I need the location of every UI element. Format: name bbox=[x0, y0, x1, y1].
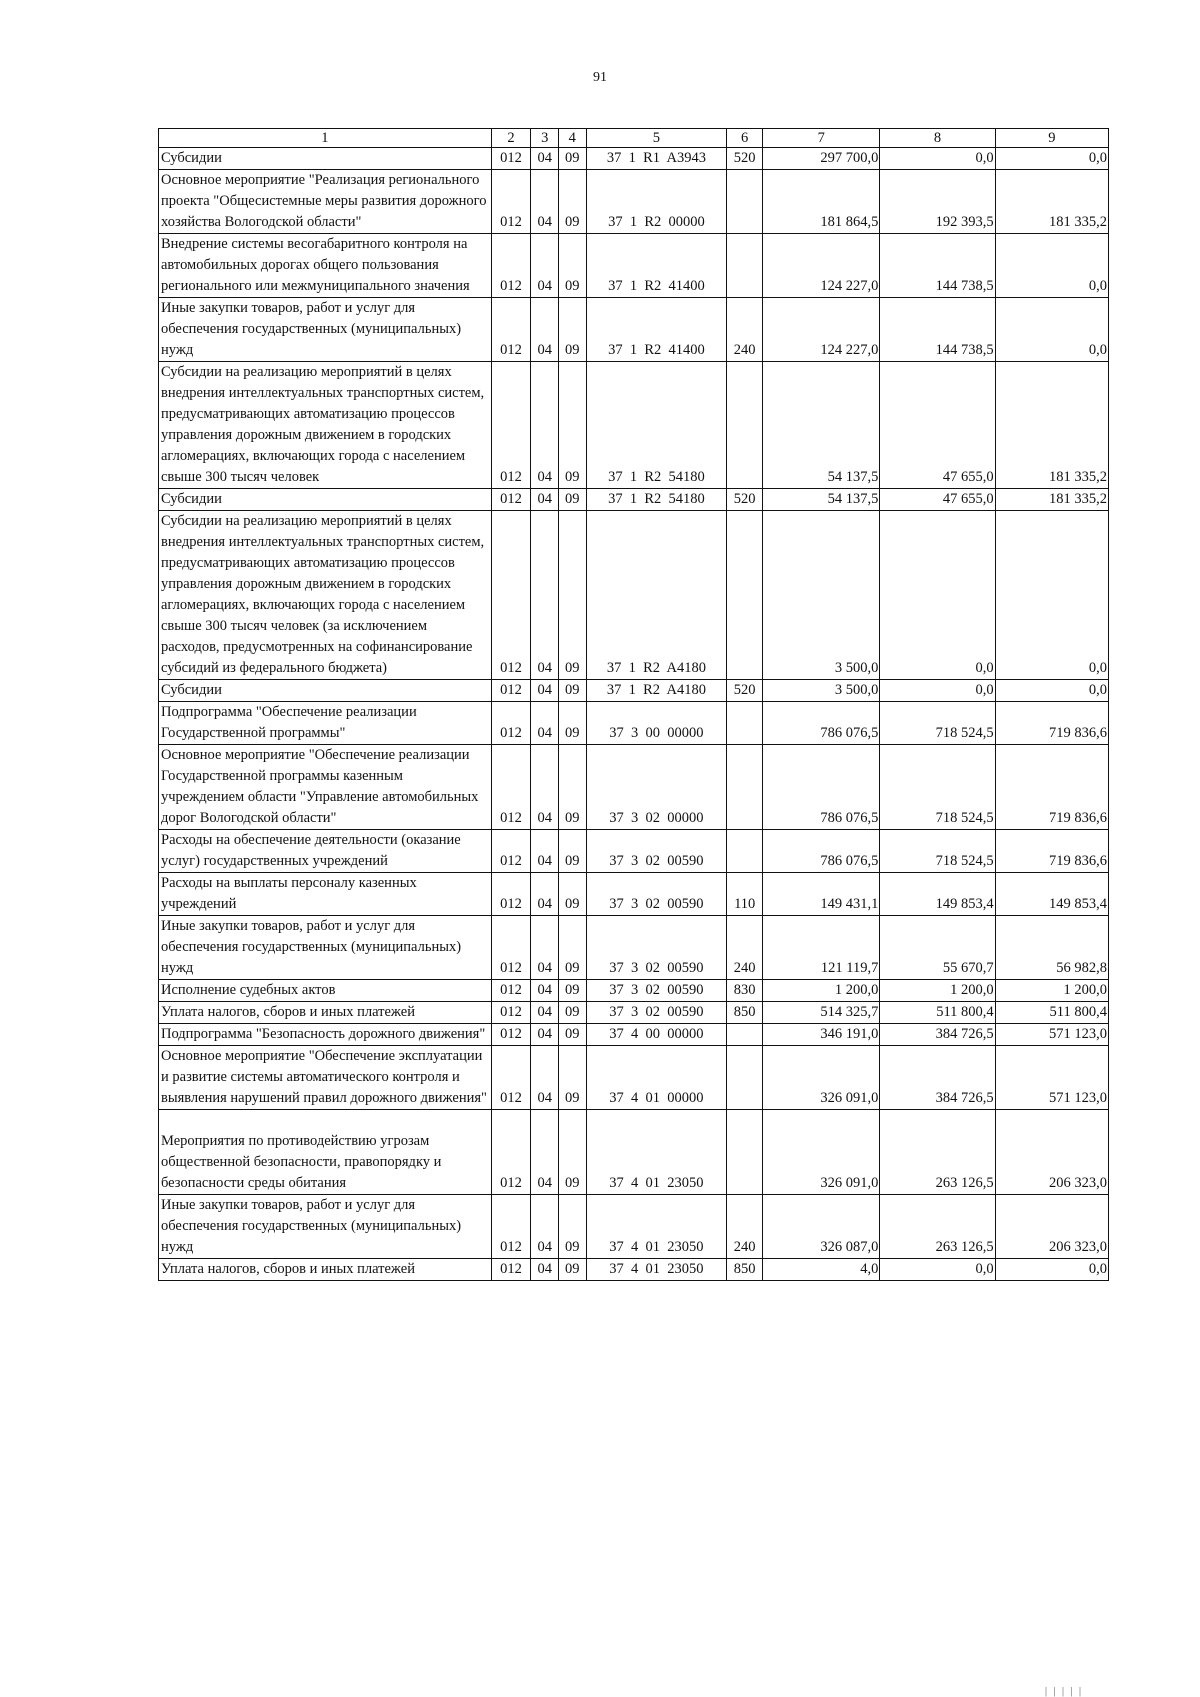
row-amount-year3: 719 836,6 bbox=[995, 702, 1108, 745]
row-amount-year3: 0,0 bbox=[995, 1259, 1108, 1281]
row-code-section: 04 bbox=[531, 1024, 559, 1046]
header-cell: 7 bbox=[763, 129, 880, 148]
row-code-section: 04 bbox=[531, 1110, 559, 1195]
row-code-admin: 012 bbox=[491, 234, 531, 298]
table-row bbox=[159, 702, 1109, 745]
row-amount-year2: 144 738,5 bbox=[880, 234, 995, 298]
row-amount-year2: 149 853,4 bbox=[880, 873, 995, 916]
row-code-target: 37 3 02 00590 bbox=[586, 873, 727, 916]
row-amount-year3: 181 335,2 bbox=[995, 362, 1108, 489]
row-amount-year2: 0,0 bbox=[880, 680, 995, 702]
row-amount-year1: 54 137,5 bbox=[763, 362, 880, 489]
row-amount-year2: 47 655,0 bbox=[880, 362, 995, 489]
row-amount-year1: 514 325,7 bbox=[763, 1002, 880, 1024]
row-code-target: 37 1 R2 A4180 bbox=[586, 511, 727, 680]
row-amount-year3: 511 800,4 bbox=[995, 1002, 1108, 1024]
row-code-expense-type: 520 bbox=[727, 148, 763, 170]
table-row bbox=[159, 1002, 1109, 1024]
row-code-section: 04 bbox=[531, 148, 559, 170]
row-code-subsection: 09 bbox=[558, 148, 586, 170]
row-code-target: 37 1 R1 A3943 bbox=[586, 148, 727, 170]
row-code-target: 37 3 02 00590 bbox=[586, 980, 727, 1002]
header-cell: 4 bbox=[558, 129, 586, 148]
row-code-expense-type bbox=[727, 702, 763, 745]
table-row bbox=[159, 830, 1109, 873]
row-code-expense-type bbox=[727, 745, 763, 830]
row-code-subsection: 09 bbox=[558, 489, 586, 511]
table-row bbox=[159, 489, 1109, 511]
row-amount-year1: 346 191,0 bbox=[763, 1024, 880, 1046]
row-name: Иные закупки товаров, работ и услуг для обеспечения государственных (муниципальных) нужд bbox=[159, 298, 492, 362]
row-code-admin: 012 bbox=[491, 1046, 531, 1110]
header-cell: 2 bbox=[491, 129, 531, 148]
row-code-subsection: 09 bbox=[558, 980, 586, 1002]
row-amount-year1: 326 091,0 bbox=[763, 1110, 880, 1195]
row-amount-year3: 0,0 bbox=[995, 234, 1108, 298]
row-amount-year1: 326 091,0 bbox=[763, 1046, 880, 1110]
row-code-target: 37 3 02 00590 bbox=[586, 916, 727, 980]
row-amount-year3: 56 982,8 bbox=[995, 916, 1108, 980]
row-code-section: 04 bbox=[531, 980, 559, 1002]
row-code-expense-type: 830 bbox=[727, 980, 763, 1002]
row-amount-year3: 149 853,4 bbox=[995, 873, 1108, 916]
row-code-expense-type: 240 bbox=[727, 916, 763, 980]
row-name: Подпрограмма "Безопасность дорожного движения" bbox=[159, 1024, 492, 1046]
row-code-admin: 012 bbox=[491, 680, 531, 702]
row-name: Внедрение системы весогабаритного контроля на автомобильных дорогах общего пользования регионального или межмуниципального значения bbox=[159, 234, 492, 298]
row-code-admin: 012 bbox=[491, 1024, 531, 1046]
row-name: Основное мероприятие "Обеспечение эксплуатации и развитие системы автоматического контроля и выявления нарушений правил дорожного движения" bbox=[159, 1046, 492, 1110]
row-code-admin: 012 bbox=[491, 511, 531, 680]
row-amount-year2: 384 726,5 bbox=[880, 1046, 995, 1110]
header-cell: 5 bbox=[586, 129, 727, 148]
table-row bbox=[159, 1195, 1109, 1259]
row-code-expense-type bbox=[727, 170, 763, 234]
row-code-admin: 012 bbox=[491, 1002, 531, 1024]
row-code-subsection: 09 bbox=[558, 873, 586, 916]
row-name: Иные закупки товаров, работ и услуг для обеспечения государственных (муниципальных) нужд bbox=[159, 916, 492, 980]
row-amount-year2: 263 126,5 bbox=[880, 1195, 995, 1259]
row-code-target: 37 4 01 23050 bbox=[586, 1259, 727, 1281]
row-code-subsection: 09 bbox=[558, 1110, 586, 1195]
row-code-admin: 012 bbox=[491, 1110, 531, 1195]
header-cell: 3 bbox=[531, 129, 559, 148]
row-code-subsection: 09 bbox=[558, 1259, 586, 1281]
row-code-subsection: 09 bbox=[558, 745, 586, 830]
row-code-subsection: 09 bbox=[558, 1024, 586, 1046]
row-amount-year3: 0,0 bbox=[995, 511, 1108, 680]
row-code-target: 37 4 01 23050 bbox=[586, 1195, 727, 1259]
row-amount-year2: 0,0 bbox=[880, 1259, 995, 1281]
row-code-admin: 012 bbox=[491, 362, 531, 489]
row-name: Уплата налогов, сборов и иных платежей bbox=[159, 1002, 492, 1024]
row-name: Исполнение судебных актов bbox=[159, 980, 492, 1002]
row-code-admin: 012 bbox=[491, 170, 531, 234]
row-amount-year1: 124 227,0 bbox=[763, 234, 880, 298]
row-code-section: 04 bbox=[531, 680, 559, 702]
row-code-target: 37 4 01 00000 bbox=[586, 1046, 727, 1110]
row-amount-year2: 718 524,5 bbox=[880, 745, 995, 830]
row-code-expense-type: 850 bbox=[727, 1002, 763, 1024]
row-name: Основное мероприятие "Обеспечение реализации Государственной программы казенным учреждением области "Управление автомобильных дорог Вологодской области" bbox=[159, 745, 492, 830]
row-amount-year3: 719 836,6 bbox=[995, 745, 1108, 830]
row-code-section: 04 bbox=[531, 489, 559, 511]
row-code-expense-type bbox=[727, 1110, 763, 1195]
header-cell: 8 bbox=[880, 129, 995, 148]
table-row bbox=[159, 511, 1109, 680]
row-amount-year2: 1 200,0 bbox=[880, 980, 995, 1002]
row-name: Иные закупки товаров, работ и услуг для обеспечения государственных (муниципальных) нужд bbox=[159, 1195, 492, 1259]
row-code-section: 04 bbox=[531, 1195, 559, 1259]
row-code-section: 04 bbox=[531, 511, 559, 680]
row-code-expense-type bbox=[727, 830, 763, 873]
table-row bbox=[159, 745, 1109, 830]
row-name: Субсидии на реализацию мероприятий в целях внедрения интеллектуальных транспортных систем, предусматривающих автоматизацию процессов управления дорожным движением в городских агломерациях, включающих города с населением свыше 300 тысяч человек (за исключением расходов, предусмотренных на софинансирование субсидий из федерального бюджета) bbox=[159, 511, 492, 680]
row-amount-year2: 144 738,5 bbox=[880, 298, 995, 362]
row-code-subsection: 09 bbox=[558, 170, 586, 234]
row-name: Подпрограмма "Обеспечение реализации Государственной программы" bbox=[159, 702, 492, 745]
row-amount-year2: 511 800,4 bbox=[880, 1002, 995, 1024]
row-code-section: 04 bbox=[531, 170, 559, 234]
row-code-admin: 012 bbox=[491, 916, 531, 980]
row-amount-year1: 121 119,7 bbox=[763, 916, 880, 980]
table-row bbox=[159, 680, 1109, 702]
row-code-target: 37 1 R2 A4180 bbox=[586, 680, 727, 702]
row-amount-year1: 124 227,0 bbox=[763, 298, 880, 362]
row-code-section: 04 bbox=[531, 298, 559, 362]
row-code-subsection: 09 bbox=[558, 702, 586, 745]
row-amount-year1: 786 076,5 bbox=[763, 702, 880, 745]
row-code-admin: 012 bbox=[491, 298, 531, 362]
row-code-section: 04 bbox=[531, 873, 559, 916]
row-code-expense-type bbox=[727, 1046, 763, 1110]
row-amount-year3: 181 335,2 bbox=[995, 489, 1108, 511]
row-amount-year2: 384 726,5 bbox=[880, 1024, 995, 1046]
row-amount-year3: 206 323,0 bbox=[995, 1195, 1108, 1259]
row-code-section: 04 bbox=[531, 916, 559, 980]
row-code-section: 04 bbox=[531, 362, 559, 489]
row-name: Уплата налогов, сборов и иных платежей bbox=[159, 1259, 492, 1281]
row-amount-year3: 0,0 bbox=[995, 148, 1108, 170]
row-code-section: 04 bbox=[531, 745, 559, 830]
row-code-target: 37 1 R2 00000 bbox=[586, 170, 727, 234]
row-name: Субсидии bbox=[159, 489, 492, 511]
row-code-section: 04 bbox=[531, 1046, 559, 1110]
page-number: 91 bbox=[593, 70, 607, 85]
row-amount-year2: 263 126,5 bbox=[880, 1110, 995, 1195]
row-code-expense-type: 520 bbox=[727, 489, 763, 511]
row-code-subsection: 09 bbox=[558, 830, 586, 873]
row-code-admin: 012 bbox=[491, 702, 531, 745]
row-amount-year3: 0,0 bbox=[995, 298, 1108, 362]
row-amount-year3: 181 335,2 bbox=[995, 170, 1108, 234]
row-amount-year3: 206 323,0 bbox=[995, 1110, 1108, 1195]
row-name: Субсидии bbox=[159, 148, 492, 170]
table-row bbox=[159, 1046, 1109, 1110]
table-row bbox=[159, 873, 1109, 916]
row-code-expense-type: 240 bbox=[727, 298, 763, 362]
row-code-expense-type bbox=[727, 511, 763, 680]
row-code-target: 37 3 02 00000 bbox=[586, 745, 727, 830]
row-amount-year2: 192 393,5 bbox=[880, 170, 995, 234]
row-code-admin: 012 bbox=[491, 1259, 531, 1281]
table-row bbox=[159, 148, 1109, 170]
table-row bbox=[159, 916, 1109, 980]
row-code-target: 37 1 R2 41400 bbox=[586, 298, 727, 362]
row-code-expense-type: 850 bbox=[727, 1259, 763, 1281]
row-name: Основное мероприятие "Реализация регионального проекта "Общесистемные меры развития дорожного хозяйства Вологодской области" bbox=[159, 170, 492, 234]
row-code-admin: 012 bbox=[491, 873, 531, 916]
row-amount-year2: 0,0 bbox=[880, 148, 995, 170]
row-code-subsection: 09 bbox=[558, 234, 586, 298]
budget-table bbox=[158, 128, 1109, 1281]
table-row bbox=[159, 1259, 1109, 1281]
row-code-admin: 012 bbox=[491, 148, 531, 170]
row-amount-year1: 326 087,0 bbox=[763, 1195, 880, 1259]
row-code-target: 37 3 00 00000 bbox=[586, 702, 727, 745]
header-cell: 6 bbox=[727, 129, 763, 148]
row-code-subsection: 09 bbox=[558, 1046, 586, 1110]
row-code-section: 04 bbox=[531, 702, 559, 745]
row-amount-year3: 1 200,0 bbox=[995, 980, 1108, 1002]
row-amount-year1: 786 076,5 bbox=[763, 745, 880, 830]
row-code-target: 37 4 01 23050 bbox=[586, 1110, 727, 1195]
table-row bbox=[159, 362, 1109, 489]
row-code-admin: 012 bbox=[491, 830, 531, 873]
row-code-target: 37 3 02 00590 bbox=[586, 1002, 727, 1024]
table-row bbox=[159, 980, 1109, 1002]
row-amount-year2: 55 670,7 bbox=[880, 916, 995, 980]
row-code-expense-type: 520 bbox=[727, 680, 763, 702]
row-amount-year1: 1 200,0 bbox=[763, 980, 880, 1002]
row-amount-year1: 3 500,0 bbox=[763, 511, 880, 680]
row-code-subsection: 09 bbox=[558, 916, 586, 980]
row-code-expense-type bbox=[727, 362, 763, 489]
row-code-subsection: 09 bbox=[558, 511, 586, 680]
row-code-subsection: 09 bbox=[558, 680, 586, 702]
row-amount-year3: 571 123,0 bbox=[995, 1024, 1108, 1046]
row-code-section: 04 bbox=[531, 1259, 559, 1281]
row-code-subsection: 09 bbox=[558, 362, 586, 489]
row-amount-year1: 3 500,0 bbox=[763, 680, 880, 702]
row-amount-year3: 571 123,0 bbox=[995, 1046, 1108, 1110]
row-code-subsection: 09 bbox=[558, 298, 586, 362]
row-name: Субсидии bbox=[159, 680, 492, 702]
table-row bbox=[159, 234, 1109, 298]
row-code-section: 04 bbox=[531, 234, 559, 298]
row-name: Расходы на выплаты персоналу казенных учреждений bbox=[159, 873, 492, 916]
row-code-expense-type bbox=[727, 1024, 763, 1046]
row-amount-year2: 718 524,5 bbox=[880, 702, 995, 745]
table-row bbox=[159, 298, 1109, 362]
row-code-expense-type: 240 bbox=[727, 1195, 763, 1259]
row-name: Мероприятия по противодействию угрозам общественной безопасности, правопорядку и безопасности среды обитания bbox=[159, 1110, 492, 1195]
row-amount-year2: 718 524,5 bbox=[880, 830, 995, 873]
row-amount-year1: 4,0 bbox=[763, 1259, 880, 1281]
row-code-target: 37 1 R2 54180 bbox=[586, 362, 727, 489]
row-name: Субсидии на реализацию мероприятий в целях внедрения интеллектуальных транспортных систем, предусматривающих автоматизацию процессов управления дорожным движением в городских агломерациях, включающих города с населением свыше 300 тысяч человек bbox=[159, 362, 492, 489]
row-amount-year1: 297 700,0 bbox=[763, 148, 880, 170]
row-code-target: 37 4 00 00000 bbox=[586, 1024, 727, 1046]
row-amount-year3: 0,0 bbox=[995, 680, 1108, 702]
row-code-subsection: 09 bbox=[558, 1195, 586, 1259]
row-amount-year2: 0,0 bbox=[880, 511, 995, 680]
header-cell: 9 bbox=[995, 129, 1108, 148]
header-cell: 1 bbox=[159, 129, 492, 148]
row-code-target: 37 1 R2 41400 bbox=[586, 234, 727, 298]
row-code-section: 04 bbox=[531, 1002, 559, 1024]
row-code-expense-type bbox=[727, 234, 763, 298]
table-row bbox=[159, 1024, 1109, 1046]
row-code-subsection: 09 bbox=[558, 1002, 586, 1024]
row-amount-year1: 54 137,5 bbox=[763, 489, 880, 511]
row-code-admin: 012 bbox=[491, 1195, 531, 1259]
row-amount-year2: 47 655,0 bbox=[880, 489, 995, 511]
row-code-target: 37 3 02 00590 bbox=[586, 830, 727, 873]
row-name: Расходы на обеспечение деятельности (оказание услуг) государственных учреждений bbox=[159, 830, 492, 873]
row-amount-year1: 181 864,5 bbox=[763, 170, 880, 234]
row-code-admin: 012 bbox=[491, 489, 531, 511]
row-code-target: 37 1 R2 54180 bbox=[586, 489, 727, 511]
row-code-section: 04 bbox=[531, 830, 559, 873]
row-amount-year3: 719 836,6 bbox=[995, 830, 1108, 873]
scan-edge-marks: | | | | | bbox=[1045, 1686, 1084, 1697]
table-row bbox=[159, 170, 1109, 234]
row-code-admin: 012 bbox=[491, 980, 531, 1002]
row-amount-year1: 786 076,5 bbox=[763, 830, 880, 873]
row-code-admin: 012 bbox=[491, 745, 531, 830]
header-row bbox=[159, 129, 1109, 148]
row-code-expense-type: 110 bbox=[727, 873, 763, 916]
table-row bbox=[159, 1110, 1109, 1195]
row-amount-year1: 149 431,1 bbox=[763, 873, 880, 916]
